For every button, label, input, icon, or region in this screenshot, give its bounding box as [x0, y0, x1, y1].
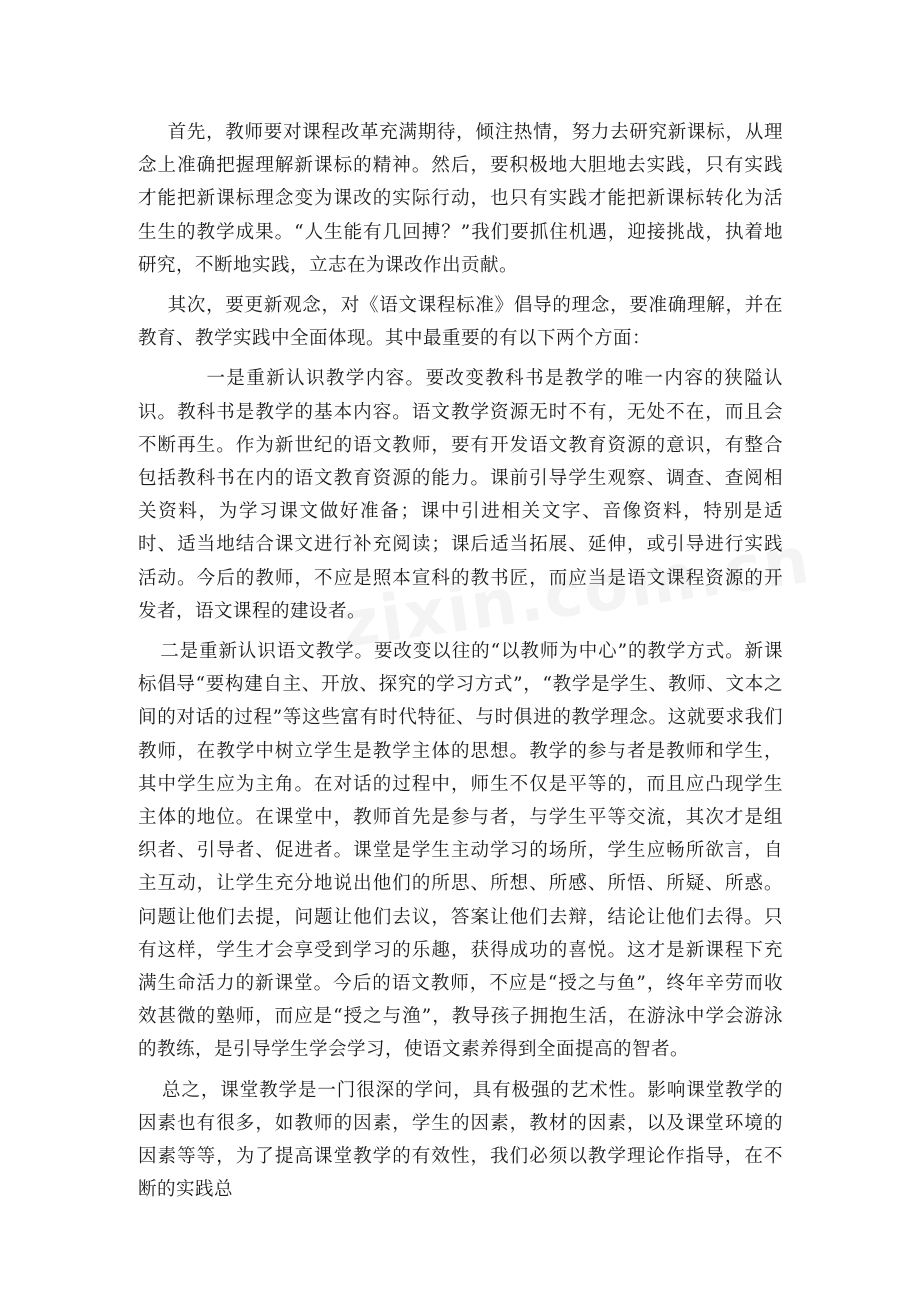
paragraph-3: 一是重新认识教学内容。要改变教科书是教学的唯一内容的狭隘认识。教科书是教学的基本内容。语文教学资源无时不有，无处不在，而且会不断再生。作为新世纪的语文教师，要有开发语文教育资源的意识，有整合包括教科书在内的语文教育资源的能力。课前引导学生观察、调查、查阅相关资料，为学习课文做好准备；课中引进相关文字、音像资料，特别是适时、适当地结合课文进行补充阅读；课后适当拓展、延伸，或引导进行实践活动。今后的教师，不应是照本宣科的教书匠，而应当是语文课程资源的开发者，语文课程的建设者。 [138, 368, 783, 622]
document-body [138, 116, 783, 1214]
paragraph-1: 首先，教师要对课程改革充满期待，倾注热情，努力去研究新课标，从理念上准确把握理解新课标的精神。然后，要积极地大胆地去实践，只有实践才能把新课标理念变为课改的实际行动，也只有实践才能把新课标转化为活生生的教学成果。“人生能有几回搏？”我们要抓住机遇，迎接挑战，执着地研究，不断地实践，立志在为课改作出贡献。 [138, 122, 783, 276]
paragraph-2: 其次，要更新观念，对《语文课程标准》倡导的理念，要准确理解，并在教育、教学实践中全面体现。其中最重要的有以下两个方面： [138, 295, 783, 350]
paragraph-4: 二是重新认识语文教学。要改变以往的“以教师为中心”的教学方式。新课标倡导“要构建自主、开放、探究的学习方式”，“教学是学生、教师、文本之间的对话的过程”等这些富有时代特征、与时俱进的教学理念。这就要求我们教师，在教学中树立学生是教学主体的思想。教学的参与者是教师和学生，其中学生应为主角。在对话的过程中，师生不仅是平等的，而且应凸现学生主体的地位。在课堂中，教师首先是参与者，与学生平等交流，其次才是组织者、引导者、促进者。课堂是学生主动学习的场所，学生应畅所欲言，自主互动，让学生充分地说出他们的所思、所想、所感、所悟、所疑、所惑。问题让他们去提，问题让他们去议，答案让他们去辩，结论让他们去得。只有这样，学生才会享受到学习的乐趣，获得成功的喜悦。这才是新课程下充满生命活力的新课堂。今后的语文教师，不应是“授之与鱼”，终年辛劳而收效甚微的塾师，而应是“授之与渔”，教导孩子拥抱生活，在游泳中学会游泳的教练，是引导学生学会学习，使语文素养得到全面提高的智者。 [138, 641, 783, 1061]
paragraph-5: 总之，课堂教学是一门很深的学问，具有极强的艺术性。影响课堂教学的因素也有很多，如教师的因素，学生的因素，教材的因素，以及课堂环境的因素等等，为了提高课堂教学的有效性，我们必须以教学理论作指导，在不断的实践总 [138, 1079, 783, 1201]
